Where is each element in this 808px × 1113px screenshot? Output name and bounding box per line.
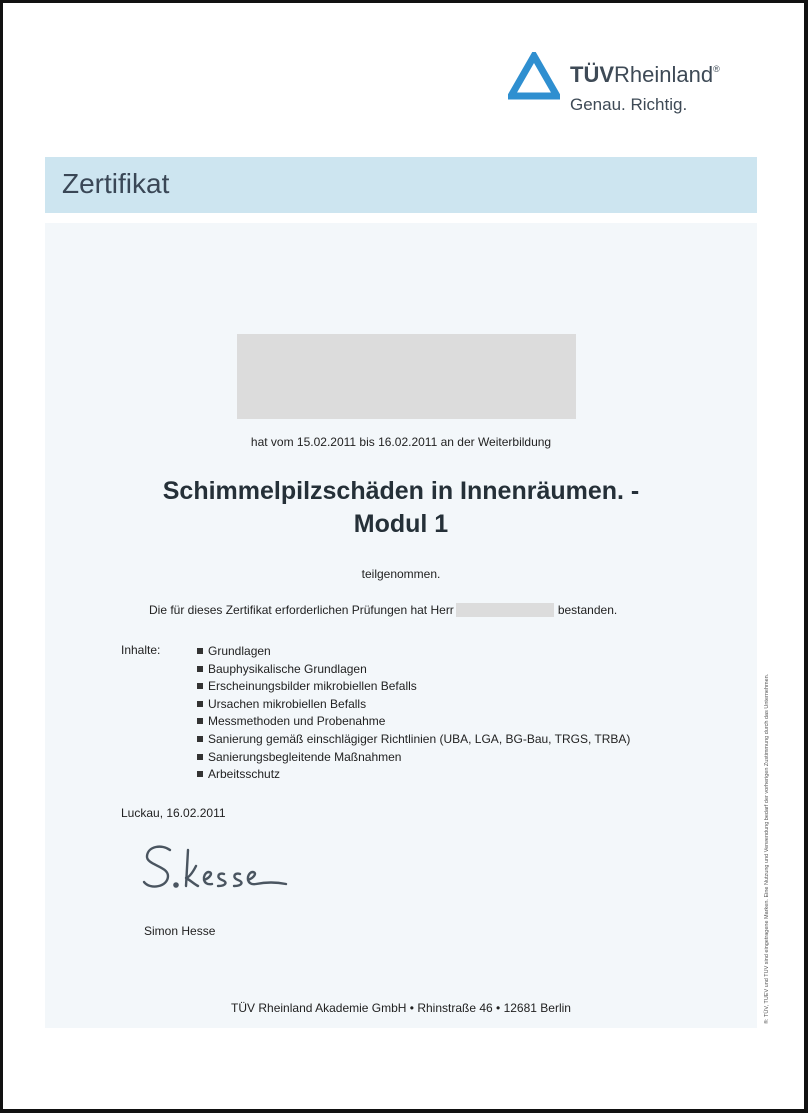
bullet-icon [197,683,203,689]
registered-mark: ® [713,64,720,74]
exam-prefix: Die für dieses Zertifikat erforderlichen Prüfungen hat Herr [149,603,454,617]
course-title-line: Schimmelpilzschäden in Innenräumen. - [162,477,640,505]
contents-label: Inhalte: [121,643,161,657]
bullet-icon [197,718,203,724]
brand-name-tuv: TÜV [570,62,614,87]
list-item: Bauphysikalische Grundlagen [197,661,630,679]
brand-name-rheinland: Rheinland [614,62,714,87]
redacted-name-block [237,334,576,419]
header-band [45,157,757,213]
list-item: Grundlagen [197,643,630,661]
list-item: Sanierungsbegleitende Maßnahmen [197,749,630,767]
course-module: Modul 1 [353,510,449,538]
list-item: Sanierung gemäß einschlägiger Richtlinien (UBA, LGA, BG-Bau, TRGS, TRBA) [197,731,630,749]
handwritten-signature [138,838,298,903]
bullet-icon [197,771,203,777]
tuv-logo [508,52,768,122]
footer-address: TÜV Rheinland Akademie GmbH • Rhinstraße 46 • 12681 Berlin [231,1001,571,1015]
exam-suffix: bestanden. [557,603,618,617]
list-item: Ursachen mikrobiellen Befalls [197,696,630,714]
brand-slogan: Genau. Richtig. [570,95,688,114]
brand-name [570,62,720,88]
place-date: Luckau, 16.02.2011 [121,806,226,820]
list-item: Erscheinungsbilder mikrobiellen Befalls [197,678,630,696]
signature-icon [138,838,298,898]
bullet-icon [197,736,203,742]
bullet-icon [197,701,203,707]
list-item: Arbeitsschutz [197,766,630,784]
exam-statement [149,603,617,617]
participation-text: hat vom 15.02.2011 bis 16.02.2011 an der Weiterbildung [250,435,552,449]
course-title [45,475,757,541]
contents-list [197,643,630,784]
bullet-icon [197,666,203,672]
redacted-participant-name [456,603,554,617]
trademark-note: ®: TÜV, TUEV und TUV sind eingetragene Marken. Eine Nutzung und Verwendung bedarf der vorherigen Zustimmung durch das Unternehmen. [764,673,770,1024]
participated-text: teilgenommen. [361,567,441,581]
page-title: Zertifikat [62,168,170,199]
bullet-icon [197,754,203,760]
signer-name: Simon Hesse [144,924,216,938]
list-item: Messmethoden und Probenahme [197,713,630,731]
triangle-logo-icon [508,52,560,100]
bullet-icon [197,648,203,654]
